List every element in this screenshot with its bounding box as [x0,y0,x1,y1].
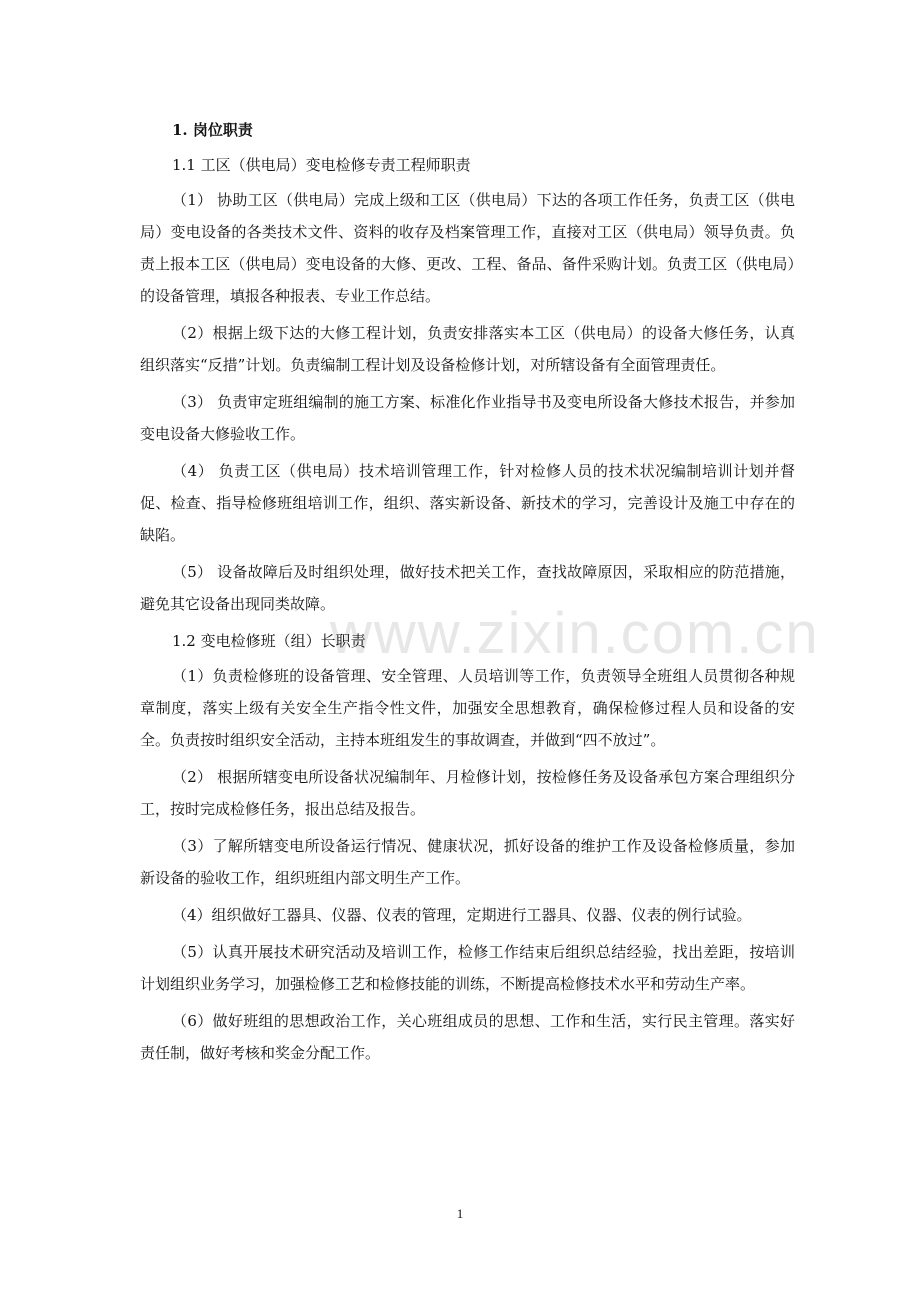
paragraph: （5） 设备故障后及时组织处理，做好技术把关工作，查找故障原因，采取相应的防范措施，避免其它设备出现同类故障。 [140,563,795,613]
paragraph: （3） 负责审定班组编制的施工方案、标准化作业指导书及变电所设备大修技术报告，并参加变电设备大修验收工作。 [140,393,795,443]
paragraph: （1）负责检修班的设备管理、安全管理、人员培训等工作，负责领导全班组人员贯彻各种规章制度，落实上级有关安全生产指令性文件，加强安全思想教育，确保检修过程人员和设备的安全。负责按时组织安全活动，主持本班组发生的事故调查，并做到“四不放过”。 [140,667,795,749]
paragraph: （6）做好班组的思想政治工作，关心班组成员的思想、工作和生活，实行民主管理。落实好责任制，做好考核和奖金分配工作。 [140,1012,795,1062]
section-title: 1. 岗位职责 [172,121,253,139]
paragraph: （3）了解所辖变电所设备运行情况、健康状况，抓好设备的维护工作及设备检修质量，参加新设备的验收工作，组织班组内部文明生产工作。 [140,837,795,887]
paragraph: （4）组织做好工器具、仪器、仪表的管理，定期进行工器具、仪器、仪表的例行试验。 [172,906,752,924]
paragraph: （2） 根据所辖变电所设备状况编制年、月检修计划，按检修任务及设备承包方案合理组织分工，按时完成检修任务，报出总结及报告。 [140,768,795,818]
subsection-heading: 1.2 变电检修班（组）长职责 [172,632,366,650]
paragraph: （2）根据上级下达的大修工程计划，负责安排落实本工区（供电局）的设备大修任务，认真组织落实“反措”计划。负责编制工程计划及设备检修计划，对所辖设备有全面管理责任。 [140,324,795,374]
watermark: www.zixin.com.cn [330,601,820,666]
paragraph: （5）认真开展技术研究活动及培训工作，检修工作结束后组织总结经验，找出差距，按培训计划组织业务学习，加强检修工艺和检修技能的训练，不断提高检修技术水平和劳动生产率。 [140,943,795,993]
document-body [140,114,795,1074]
page-number: 1 [456,1206,464,1221]
paragraph: （1） 协助工区（供电局）完成上级和工区（供电局）下达的各项工作任务，负责工区（供电局）变电设备的各类技术文件、资料的收存及档案管理工作，直接对工区（供电局）领导负责。负责上报本工区（供电局）变电设备的大修、更改、工程、备品、备件采购计划。负责工区（供电局）的设备管理，填报各种报表、专业工作总结。 [140,191,795,305]
subsection-heading: 1.1 工区（供电局）变电检修专责工程师职责 [172,156,471,174]
paragraph: （4） 负责工区（供电局）技术培训管理工作，针对检修人员的技术状况编制培训计划并督促、检查、指导检修班组培训工作，组织、落实新设备、新技术的学习，完善设计及施工中存在的缺陷。 [140,462,795,544]
